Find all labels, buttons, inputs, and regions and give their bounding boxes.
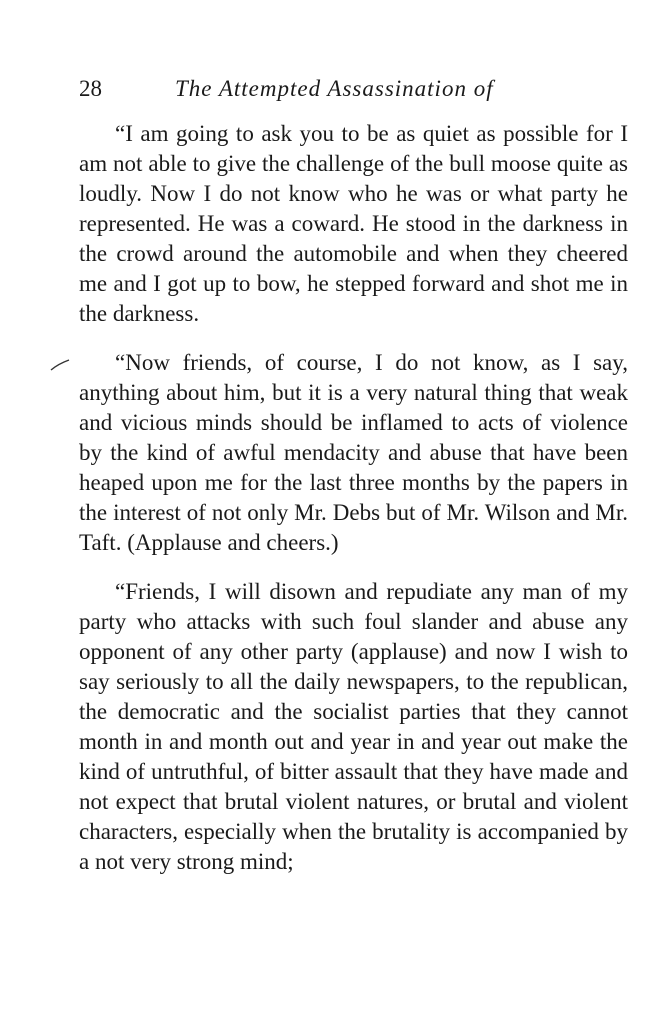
- paragraph-3: “Friends, I will disown and repudiate any man of my party who attacks with such foul slander and abuse any opponent of any other party (applause) and now I wish to say seriously to all the daily newspapers, to the republican, the democratic and the socialist parties that they cannot month in and month out and year in and year out make the kind of untruthful, of bitter assault that they have made and not expect that brutal violent natures, or brutal and violent characters, especially when the brutality is accompanied by a not very strong mind;: [79, 579, 628, 874]
- paragraph-2: “Now friends, of course, I do not know, as I say, anything about him, but it is a very natural thing that weak and vicious minds should be inflamed to acts of violence by the kind of awful mendacity and abuse that have been heaped upon me for the last three months by the papers in the interest of not only Mr. Debs but of Mr. Wilson and Mr. Taft. (Applause and cheers.): [79, 350, 628, 555]
- body-text: [79, 119, 628, 877]
- margin-pencil-mark: [50, 358, 70, 372]
- running-title: The Attempted Assassination of: [175, 76, 494, 101]
- page-header: [79, 72, 639, 106]
- page-number: 28: [79, 76, 102, 101]
- paragraph-1: “I am going to ask you to be as quiet as possible for I am not able to give the challenge of the bull moose quite as loudly. Now I do not know who he was or what party he represented. He was a coward. He stood in the darkness in the crowd around the automobile and when they cheered me and I got up to bow, he stepped forward and shot me in the darkness.: [79, 121, 628, 326]
